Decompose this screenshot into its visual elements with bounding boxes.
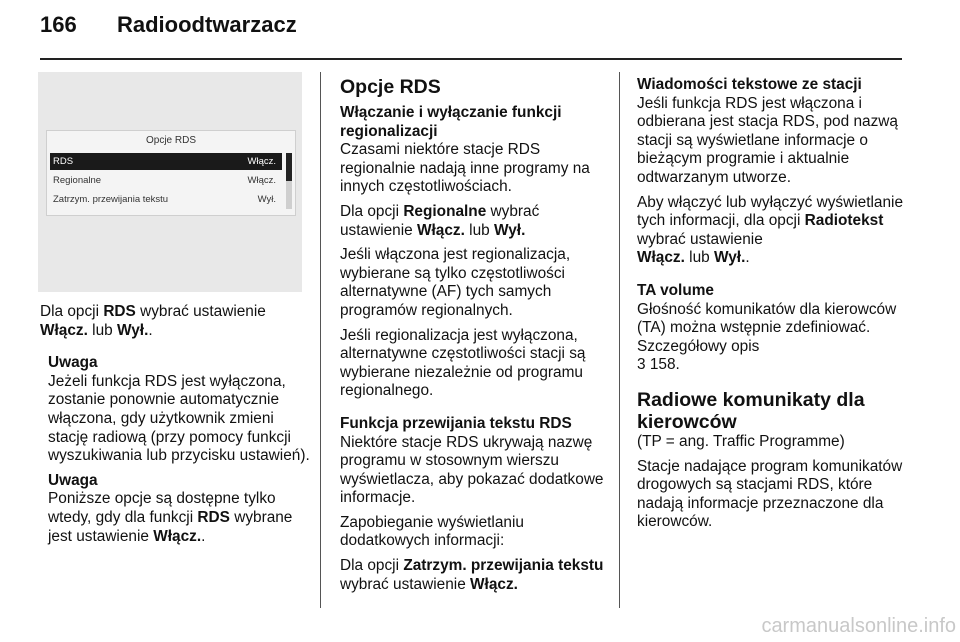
paragraph: Stacje nadające program komunikatów drogowych są stacjami RDS, które nadają informacje przeznaczone dla kierowców. (637, 457, 903, 531)
screen-row-label: RDS (53, 156, 74, 167)
subheading: Wiadomości tekstowe ze stacji (637, 76, 862, 93)
screen-row-value: Wył. (257, 194, 276, 205)
screen-row-text-scroll (50, 191, 282, 208)
subheading: Funkcja przewijania tekstu RDS (340, 414, 572, 432)
rds-screen-display (46, 130, 296, 216)
screen-row-value: Włącz. (247, 175, 276, 186)
note-1 (40, 354, 312, 466)
paragraph: Głośność komunikatów dla kierowców (TA) można wstępnie zdefiniować. Szczegółowy opis (637, 300, 897, 355)
page-number: 166 (40, 12, 77, 37)
screen-scroll-thumb (286, 153, 292, 181)
watermark: carmanualsonline.info (761, 615, 956, 637)
paragraph: Aby włączyć lub wyłączyć wyświetlanie tych informacji, dla opcji Radiotekst wybrać ustawienie Włącz. lub Wył.. (637, 193, 903, 267)
paragraph: Dla opcji Regionalne wybrać ustawienie Włącz. lub Wył. (340, 202, 540, 239)
note-2 (40, 472, 312, 546)
note-text: Poniższe opcje są dostępne tylko wtedy, gdy dla funkcji RDS wybrane jest ustawienie Włącz.. (48, 490, 293, 545)
paragraph: Jeśli włączona jest regionalizacja, wybierane są tylko częstotliwości alternatywne (AF) tych samych programów regionalnych. (340, 246, 571, 319)
screen-row-regionalne (50, 172, 282, 189)
screen-title: Opcje RDS (145, 135, 196, 146)
section-heading: Opcje RDS (340, 76, 441, 98)
section-heading: Radiowe komunikaty dla kierowców (637, 388, 865, 433)
header-rule (40, 58, 902, 60)
paragraph: (TP = ang. Traffic Programme) (637, 432, 845, 450)
paragraph: Jeśli regionalizacja jest wyłączona, alternatywne częstotliwości stacji są wybierane niezależnie od programu regionalnego. (340, 326, 586, 400)
note-title: Uwaga (48, 471, 98, 489)
page-header-title: Radioodtwarzacz (117, 12, 297, 37)
rds-screen-illustration (38, 72, 302, 292)
screen-scrollbar (286, 153, 292, 209)
note-title: Uwaga (48, 354, 98, 372)
column-divider (619, 72, 620, 608)
paragraph: Dla opcji RDS wybrać ustawienie Włącz. lub Wył.. (40, 303, 266, 339)
paragraph: Zapobieganie wyświetlaniu dodatkowych informacji: (340, 513, 524, 550)
screen-row-label: Regionalne (53, 175, 102, 186)
screen-row-value: Włącz. (247, 156, 276, 167)
page-reference: 3 158. (637, 356, 680, 374)
subheading: Włączanie i wyłączanie funkcji regionalizacji (340, 104, 562, 140)
note-text: Jeżeli funkcja RDS jest wyłączona, zostanie ponownie automatycznie włączona, gdy użytkownik zmieni stację radiową (przy pomocy funkcji wyszukiwania lub przycisku ustawień). (48, 372, 310, 465)
screen-row-label: Zatrzym. przewijania tekstu (53, 194, 169, 205)
paragraph: Jeśli funkcja RDS jest włączona i odbierana jest stacja RDS, pod nazwą stacji są wyświetlane informacje o bieżącym programie i aktualnie odtwarzanym utworze. (637, 94, 898, 186)
subheading: TA volume (637, 281, 714, 299)
paragraph: Niektóre stacje RDS ukrywają nazwę programu w stosownym wierszu wyświetlacza, aby pokazać dodatkowe informacje. (340, 433, 604, 507)
paragraph: Dla opcji Zatrzym. przewijania tekstu wybrać ustawienie Włącz. (340, 557, 604, 593)
paragraph: Czasami niektóre stacje RDS regionalnie nadają inne programy na innych częstotliwościach. (340, 141, 590, 196)
column-divider (320, 72, 321, 608)
column-2 (340, 76, 612, 594)
column-3 (637, 76, 907, 532)
screen-row-rds (50, 153, 282, 170)
column-1 (40, 303, 312, 546)
